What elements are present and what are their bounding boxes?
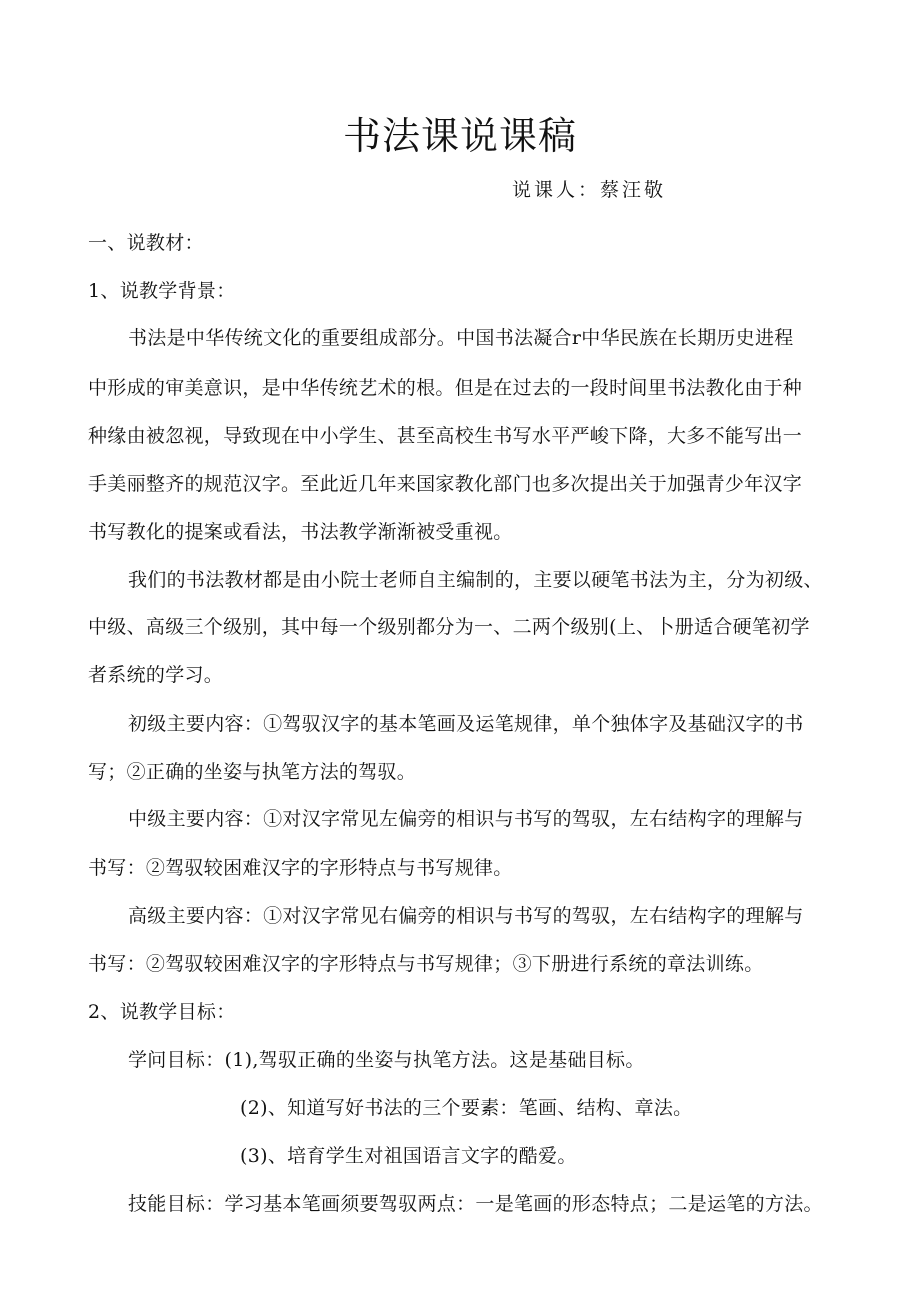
subsection-heading: 2、说教学目标： <box>88 1001 236 1023</box>
document-title: 书法课说课稿 <box>342 114 577 158</box>
subsection-heading: 1、说教学背景： <box>88 280 236 302</box>
paragraph-line: 书法是中华传统文化的重要组成部分。中国书法凝合r中华民族在长期历史进程 <box>128 327 794 349</box>
section-heading: 一、说教材： <box>88 232 204 254</box>
goal-line: (3)、培育学生对祖国语言文字的酷爱。 <box>240 1145 577 1167</box>
paragraph-line: 书写教化的提案或看法，书法教学渐渐被受重视。 <box>88 521 513 543</box>
paragraph-line: 者系统的学习。 <box>88 664 224 686</box>
paragraph-line: 种缘由被忽视，导致现在中小学生、甚至高校生书写水平严峻下降，大多不能写出一 <box>88 425 803 447</box>
paragraph-line: 我们的书法教材都是由小院士老师自主编制的，主要以硬笔书法为主，分为初级、 <box>128 569 823 591</box>
speaker-line: 说课人：蔡汪敬 <box>512 179 667 201</box>
paragraph-line: 初级主要内容：①驾驭汉字的基本笔画及运笔规律，单个独体字及基础汉字的书 <box>128 713 804 735</box>
goal-line: 技能目标：学习基本笔画须要驾驭两点：一是笔画的形态特点；二是运笔的方法。 <box>128 1193 823 1215</box>
paragraph-line: 中级主要内容：①对汉字常见左偏旁的相识与书写的驾驭，左右结构字的理解与 <box>128 808 804 830</box>
paragraph-line: 中形成的审美意识，是中华传统艺术的根。但是在过去的一段时间里书法教化由于种 <box>88 377 803 399</box>
goal-line: 学问目标：(1),驾驭正确的坐姿与执笔方法。这是基础目标。 <box>128 1049 645 1071</box>
paragraph-line: 写；②正确的坐姿与执笔方法的驾驭。 <box>88 761 417 783</box>
paragraph-line: 书写：②驾驭较困难汉字的字形特点与书写规律；③下册进行系统的章法训练。 <box>88 953 764 975</box>
goal-line: (2)、知道写好书法的三个要素：笔画、结构、章法。 <box>240 1097 693 1119</box>
paragraph-line: 中级、高级三个级别，其中每一个级别都分为一、二两个级别(上、卜册适合硬笔初学 <box>88 616 810 638</box>
paragraph-line: 手美丽整齐的规范汉字。至此近几年来国家教化部门也多次提出关于加强青少年汉字 <box>88 473 803 495</box>
paragraph-line: 高级主要内容：①对汉字常见右偏旁的相识与书写的驾驭，左右结构字的理解与 <box>128 905 804 927</box>
paragraph-line: 书写：②驾驭较困难汉字的字形特点与书写规律。 <box>88 857 513 879</box>
